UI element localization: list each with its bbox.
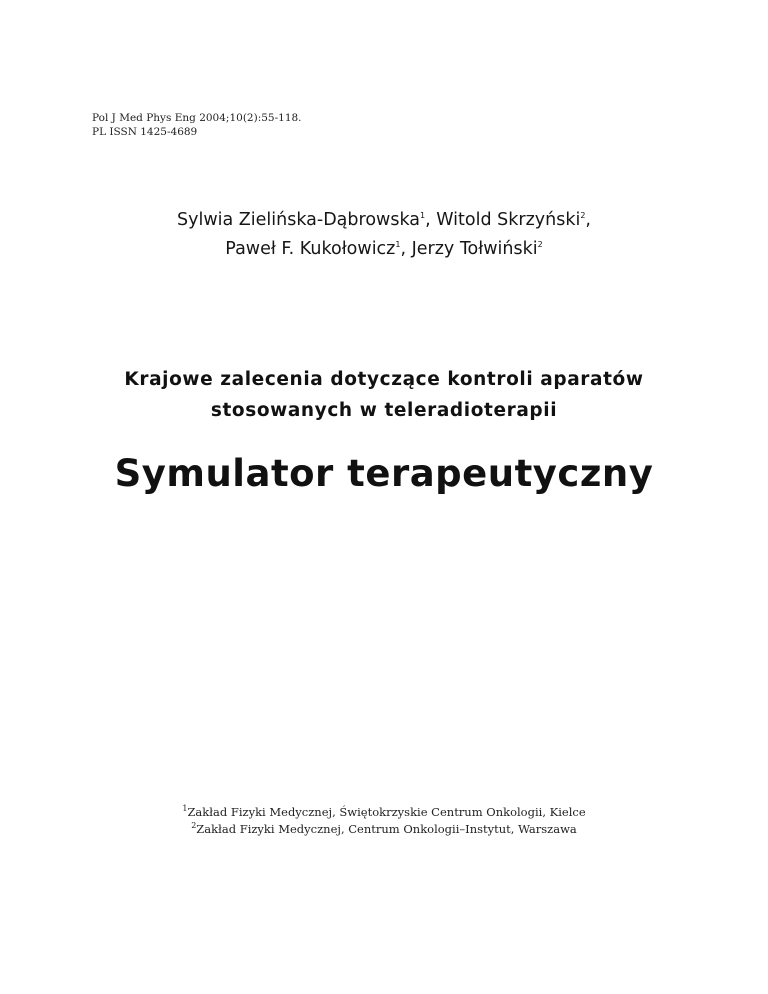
paper-title-line-1: Krajowe zalecenia dotyczące kontroli aparatów xyxy=(124,369,644,390)
issn-reference: PL ISSN 1425-4689 xyxy=(92,126,198,138)
author-line-1 xyxy=(0,206,768,235)
author-list xyxy=(0,206,768,264)
author-name: Sylwia Zielińska-Dąbrowska xyxy=(177,210,421,230)
affiliation-mark: 2 xyxy=(580,211,586,221)
affiliation-mark: 2 xyxy=(191,821,197,831)
affiliation-1 xyxy=(0,804,768,821)
affiliation-list xyxy=(0,804,768,838)
affiliation-text: Zakład Fizyki Medycznej, Świętokrzyskie Centrum Onkologii, Kielce xyxy=(187,805,586,819)
affiliation-mark: 2 xyxy=(537,240,543,250)
author-name: Jerzy Tołwiński xyxy=(411,239,538,259)
author-name: Witold Skrzyński xyxy=(436,210,581,230)
journal-reference: Pol J Med Phys Eng 2004;10(2):55-118. xyxy=(92,112,302,124)
affiliation-mark: 1 xyxy=(420,211,426,221)
author-separator: , xyxy=(425,210,437,230)
affiliation-text: Zakład Fizyki Medycznej, Centrum Onkologii–Instytut, Warszawa xyxy=(196,822,577,836)
author-name: Paweł F. Kukołowicz xyxy=(225,239,396,259)
author-separator: , xyxy=(585,210,591,230)
paper-title xyxy=(0,364,768,426)
citation-block xyxy=(92,111,302,139)
paper-title-line-2: stosowanych w teleradioterapii xyxy=(210,400,558,421)
author-separator: , xyxy=(400,239,412,259)
paper-subtitle: Symulator terapeutyczny xyxy=(114,452,654,495)
affiliation-mark: 1 xyxy=(182,804,188,814)
author-line-2 xyxy=(0,235,768,264)
affiliation-mark: 1 xyxy=(395,240,401,250)
affiliation-2 xyxy=(0,821,768,838)
